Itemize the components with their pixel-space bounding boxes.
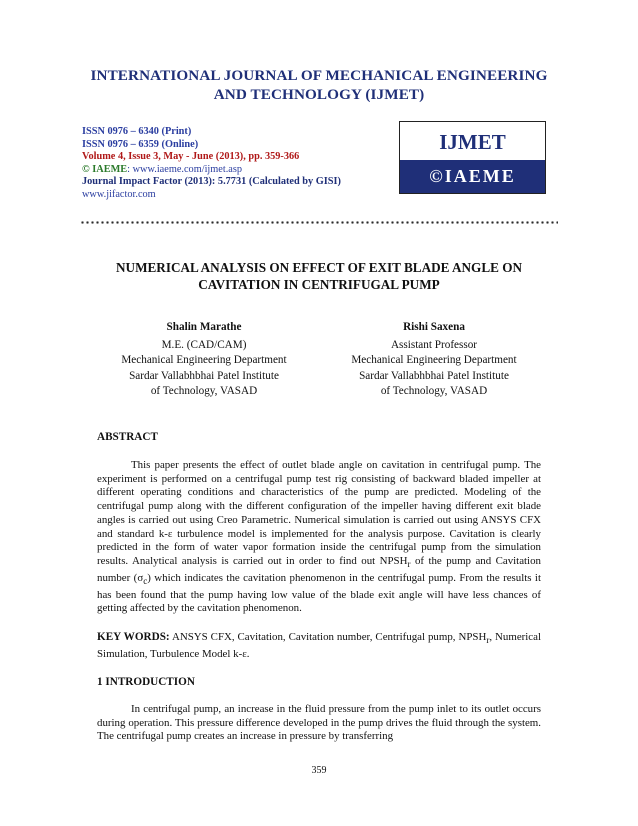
journal-meta (82, 126, 341, 202)
keywords-text-part-1: ANSYS CFX, Cavitation, Cavitation number, Centrifugal pump, NPSH (169, 631, 487, 643)
author-position: Assistant Professor (390, 338, 478, 351)
keywords-label: KEY WORDS: (97, 631, 170, 643)
author-department: Mechanical Engineering Department (121, 354, 287, 366)
iaeme-line (82, 164, 341, 177)
author-block-2 (314, 320, 554, 400)
author-name: Shalin Marathe (166, 321, 242, 333)
keywords-text-part-2: , Numerical Simulation, Turbulence Model k-ε. (97, 631, 541, 660)
author-institute: Sardar Vallabhbhai Patel Institute (129, 369, 279, 382)
jifactor-url[interactable]: www.jifactor.com (82, 188, 156, 200)
ijmet-logo (399, 121, 546, 194)
logo-iaeme: ©IAEME (400, 160, 545, 193)
journal-title-line-1: INTERNATIONAL JOURNAL OF MECHANICAL ENGINEERING (90, 67, 548, 84)
sigma-subscript: c (143, 575, 148, 586)
author-degree: M.E. (CAD/CAM) (161, 338, 247, 351)
abstract-text-part-1: This paper presents the effect of outlet blade angle on cavitation in centrifugal pump. The experiment is performed on a centrifugal pump test rig consisting of backward bladed impeller at different operating conditions and characteristics of the pump are predicted. Modeling of the centrifugal pump along with the different configuration of the impeller having different exit blade angles is carried out using Creo Parametric. Numerical simulation is carried out using ANSYS CFX and standard k-ε turbulence model is implemented for the analysis purpose. Cavitation is clearly predicted in the form of water vapor formation inside the centrifugal pump from the simulation results. Analytical analysis is carried out in order to find out NPSH (97, 459, 541, 567)
issn-print: ISSN 0976 – 6340 (Print) (82, 126, 192, 137)
abstract-text-part-2: of the pump and Cavitation number (σ (97, 554, 541, 584)
impact-factor: Journal Impact Factor (2013): 5.7731 (Calculated by GISI) (82, 176, 341, 188)
introduction-heading: 1 INTRODUCTION (97, 676, 195, 688)
page-number: 359 (311, 765, 327, 776)
npsh-subscript: r (407, 559, 411, 570)
journal-title-line-2: AND TECHNOLOGY (IJMET) (213, 86, 425, 103)
abstract-text-part-3: ) which indicates the cavitation phenomenon in the centrifugal pump. From the results it has been found that the pump having low value of the blade exit angle will have less chances of getting affected by the cavitation phenomenon. (97, 571, 541, 615)
introduction-text: In centrifugal pump, an increase in the fluid pressure from the pump inlet to its outlet occurs during operation. This pressure difference developed in the pump drives the fluid through the system. The centrifugal pump creates an increase in pressure by transferring (97, 703, 541, 743)
author-department: Mechanical Engineering Department (351, 354, 517, 366)
issn-online: ISSN 0976 – 6359 (Online) (82, 138, 199, 150)
journal-title (0, 66, 638, 104)
iaeme-url[interactable]: : www.iaeme.com/ijmet.asp (127, 163, 243, 175)
dotted-divider (80, 221, 558, 224)
keywords (97, 631, 541, 662)
abstract-text (97, 459, 541, 616)
author-name: Rishi Saxena (403, 321, 465, 333)
author-location: of Technology, VASAD (380, 385, 488, 397)
volume-info: Volume 4, Issue 3, May - June (2013), pp. 359-366 (82, 151, 300, 163)
paper-title-line-1: NUMERICAL ANALYSIS ON EFFECT OF EXIT BLADE ANGLE ON (116, 260, 522, 275)
keywords-subscript: r (486, 635, 490, 646)
author-location: of Technology, VASAD (150, 385, 258, 397)
author-institute: Sardar Vallabhbhai Patel Institute (359, 369, 509, 382)
logo-title: IJMET (439, 130, 506, 154)
abstract-heading: ABSTRACT (97, 431, 158, 443)
paper-title-line-2: CAVITATION IN CENTRIFUGAL PUMP (198, 276, 440, 292)
author-block-1 (84, 320, 324, 400)
paper-title (0, 260, 638, 293)
iaeme-label: © IAEME (82, 163, 128, 175)
